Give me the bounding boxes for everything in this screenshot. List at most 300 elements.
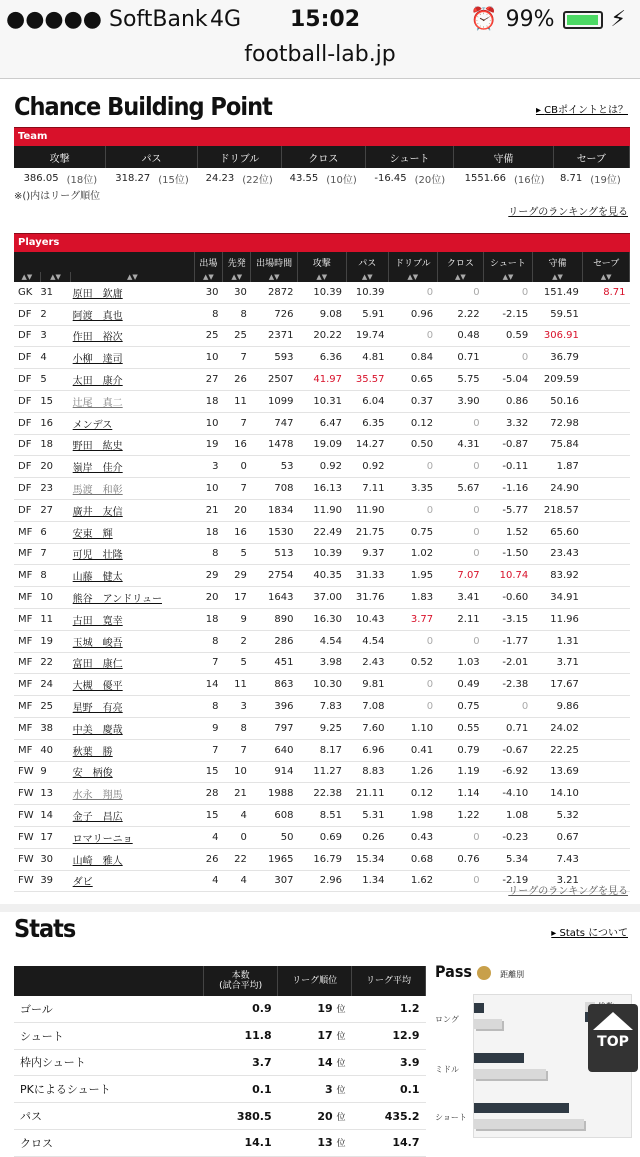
player-name[interactable]: 安 柄俊 [72, 768, 113, 780]
stats-row [14, 1103, 426, 1130]
player-stat: 72.98 [532, 412, 583, 434]
player-name-link[interactable] [71, 783, 195, 805]
player-stat: 1643 [251, 587, 298, 609]
player-stat: 7.83 [297, 696, 346, 718]
player-stat: 0 [437, 282, 484, 303]
player-name[interactable]: 山藤 健太 [72, 572, 123, 584]
player-name-link[interactable] [71, 456, 195, 478]
player-stat: 708 [251, 478, 298, 500]
player-stat: 0 [389, 696, 438, 718]
player-stat: 9.81 [346, 674, 389, 696]
player-stat: 7 [223, 412, 251, 434]
player-stat: 1.62 [389, 870, 438, 892]
player-name-link[interactable] [71, 303, 195, 325]
player-stat [583, 696, 630, 718]
player-stat: 10.39 [346, 282, 389, 303]
player-row [14, 717, 630, 739]
player-number: 8 [40, 565, 70, 587]
player-stat: 10 [194, 347, 222, 369]
player-stat: 5.32 [532, 805, 583, 827]
cb-help-link[interactable]: ▸ CBポイントとは？ [535, 105, 628, 116]
player-name[interactable]: 富田 康仁 [72, 659, 123, 671]
player-stat: 10 [194, 478, 222, 500]
player-stat: 22.38 [297, 783, 346, 805]
player-stat: 0 [389, 282, 438, 303]
player-stat: 9.25 [297, 717, 346, 739]
player-name-link[interactable] [71, 739, 195, 761]
player-stat: -5.04 [484, 369, 533, 391]
stats-average: 12.9 [352, 1022, 426, 1049]
team-bar: Team [14, 127, 630, 146]
stats-row [14, 1049, 426, 1076]
player-name[interactable]: 安東 輝 [72, 528, 113, 540]
player-row [14, 783, 630, 805]
player-number: 25 [40, 696, 70, 718]
player-stat: 0.67 [532, 826, 583, 848]
player-stat: 9.37 [346, 543, 389, 565]
player-stat [583, 499, 630, 521]
player-stat: -1.50 [484, 543, 533, 565]
player-name[interactable]: 作田 裕次 [72, 332, 123, 344]
cb-title: Chance Building Point [14, 92, 272, 121]
player-name-link[interactable] [71, 761, 195, 783]
player-stat [583, 412, 630, 434]
team-header: ドリブル [197, 146, 281, 168]
player-stat: 6.04 [346, 390, 389, 412]
sort-icon[interactable]: ▲▼ [194, 272, 222, 282]
player-row [14, 587, 630, 609]
stats-title: Stats [14, 914, 76, 943]
player-name[interactable]: 水永 翔馬 [72, 790, 123, 802]
player-stat: 10 [194, 412, 222, 434]
player-name-link[interactable] [71, 805, 195, 827]
player-name-link[interactable] [71, 717, 195, 739]
player-row [14, 412, 630, 434]
player-stat: 1.02 [389, 543, 438, 565]
player-position: DF [14, 499, 40, 521]
player-stat: 4.31 [437, 434, 484, 456]
player-row [14, 848, 630, 870]
player-name[interactable]: 辻尾 真二 [72, 397, 123, 409]
player-position: DF [14, 478, 40, 500]
sort-icon[interactable]: ▲▼ [297, 272, 346, 282]
player-name[interactable]: 星野 有亮 [72, 703, 123, 715]
player-stat: -1.77 [484, 630, 533, 652]
stats-value: 14.1 [204, 1129, 278, 1156]
stats-value: 3.7 [204, 1049, 278, 1076]
player-stat: 11.90 [346, 499, 389, 521]
stats-label: クロス [14, 1129, 204, 1156]
section-divider [0, 904, 640, 912]
player-position: FW [14, 848, 40, 870]
player-name[interactable]: 古田 寛幸 [72, 615, 123, 627]
player-position: FW [14, 805, 40, 827]
player-stat: 0.52 [389, 652, 438, 674]
player-stat: 4 [194, 870, 222, 892]
player-name-link[interactable] [71, 282, 195, 303]
player-stat [583, 347, 630, 369]
player-stat: 1.26 [389, 761, 438, 783]
sort-name-icon[interactable]: ▲▼ [71, 272, 195, 282]
stats-average: 0.1 [352, 1076, 426, 1103]
player-stat: 6.96 [346, 739, 389, 761]
player-stat: -2.19 [484, 870, 533, 892]
player-stat: -0.67 [484, 739, 533, 761]
league-ranking-link-2[interactable]: リーグのランキングを見る [508, 886, 628, 897]
player-position: FW [14, 870, 40, 892]
player-name[interactable]: 玉城 峻吾 [72, 637, 123, 649]
player-stat: 0.92 [297, 456, 346, 478]
player-name-link[interactable] [71, 369, 195, 391]
sort-icon[interactable]: ▲▼ [223, 272, 251, 282]
player-name[interactable]: 金子 昌広 [72, 812, 123, 824]
player-header: セーブ [583, 252, 630, 272]
player-stat: 2.43 [346, 652, 389, 674]
player-stat: 31.33 [346, 565, 389, 587]
player-stat: 608 [251, 805, 298, 827]
player-name-link[interactable] [71, 412, 195, 434]
player-name[interactable]: 太田 康介 [72, 376, 123, 388]
player-stat: 3.71 [532, 652, 583, 674]
player-stat: 4 [223, 870, 251, 892]
player-position: DF [14, 369, 40, 391]
stats-section [14, 966, 426, 1157]
player-stat: 16.13 [297, 478, 346, 500]
players-head-blank [14, 252, 194, 272]
sort-pos-icon[interactable]: ▲▼ [14, 272, 40, 282]
player-stat: 0.71 [484, 717, 533, 739]
player-stat: -1.16 [484, 478, 533, 500]
player-row [14, 761, 630, 783]
player-name[interactable]: ロマリーニョ [72, 833, 133, 845]
player-stat: 0.59 [484, 325, 533, 347]
player-stat: 3.98 [297, 652, 346, 674]
url-bar[interactable]: football-lab.jp [0, 40, 640, 79]
player-name-link[interactable] [71, 587, 195, 609]
player-name-link[interactable] [71, 608, 195, 630]
stats-label: ゴール [14, 996, 204, 1022]
player-name[interactable]: 野田 紘史 [72, 441, 123, 453]
player-stat: 19 [194, 434, 222, 456]
player-position: MF [14, 652, 40, 674]
player-stat: 0.26 [346, 826, 389, 848]
player-stat: 17.67 [532, 674, 583, 696]
team-value: 386.05 [23, 172, 59, 184]
player-stat: 2507 [251, 369, 298, 391]
player-row [14, 826, 630, 848]
player-stat: 31.76 [346, 587, 389, 609]
player-stat: 21 [223, 783, 251, 805]
stats-value: 0.1 [204, 1076, 278, 1103]
pass-bar-long-total [474, 1019, 502, 1029]
player-stat: 10.74 [484, 565, 533, 587]
player-stat: 10.30 [297, 674, 346, 696]
player-stat: 7.43 [532, 848, 583, 870]
player-name[interactable]: 大槻 優平 [72, 681, 123, 693]
player-name-link[interactable] [71, 630, 195, 652]
player-stat: 0.37 [389, 390, 438, 412]
team-value: 43.55 [289, 172, 319, 184]
player-number: 40 [40, 739, 70, 761]
player-name-link[interactable] [71, 478, 195, 500]
league-ranking-link[interactable]: リーグのランキングを見る [508, 207, 628, 218]
stats-rank-suffix: 位 [336, 1139, 346, 1150]
player-stat: 0.71 [437, 347, 484, 369]
clock: 15:02 [290, 7, 361, 32]
player-name[interactable]: 秋葉 勝 [72, 746, 113, 758]
alarm-icon: ⏰ [470, 7, 498, 32]
player-name-link[interactable] [71, 390, 195, 412]
player-stat [583, 739, 630, 761]
player-stat: 0.50 [389, 434, 438, 456]
player-stat: 15 [194, 805, 222, 827]
player-name-link[interactable] [71, 696, 195, 718]
player-number: 5 [40, 369, 70, 391]
pass-bar-middle-total [474, 1069, 546, 1079]
player-stat: 0 [437, 521, 484, 543]
player-number: 9 [40, 761, 70, 783]
player-stat: 1988 [251, 783, 298, 805]
player-name[interactable]: 熊谷 アンドリュー [72, 594, 162, 606]
player-name[interactable]: 廣井 友信 [72, 506, 123, 518]
player-name-link[interactable] [71, 521, 195, 543]
player-stat: 0 [437, 499, 484, 521]
player-name-link[interactable] [71, 826, 195, 848]
player-number: 10 [40, 587, 70, 609]
player-stat [583, 369, 630, 391]
pass-bar-short-team [474, 1103, 569, 1113]
player-number: 30 [40, 848, 70, 870]
player-stat [583, 565, 630, 587]
player-row [14, 478, 630, 500]
stats-rank-number: 17 [317, 1029, 333, 1043]
player-name[interactable]: ダビ [72, 877, 93, 889]
player-stat: 7 [223, 739, 251, 761]
team-value: 24.23 [205, 172, 235, 184]
player-stat [583, 478, 630, 500]
player-stat: 9.08 [297, 303, 346, 325]
player-stat [583, 587, 630, 609]
player-row [14, 739, 630, 761]
player-row [14, 565, 630, 587]
player-row [14, 696, 630, 718]
stats-rank-suffix: 位 [336, 1085, 346, 1096]
player-stat [583, 783, 630, 805]
pass-bar-short-total [474, 1119, 584, 1129]
player-stat: 13.69 [532, 761, 583, 783]
player-number: 3 [40, 325, 70, 347]
player-name-link[interactable] [71, 870, 195, 892]
player-stat: 27 [194, 369, 222, 391]
player-stat [583, 652, 630, 674]
player-stat: 25 [194, 325, 222, 347]
player-number: 20 [40, 456, 70, 478]
player-stat: 25 [223, 325, 251, 347]
player-stat: 26 [223, 369, 251, 391]
player-position: FW [14, 761, 40, 783]
player-row [14, 325, 630, 347]
player-stat: 747 [251, 412, 298, 434]
stats-rank-suffix: 位 [336, 1005, 346, 1016]
stats-row [14, 996, 426, 1022]
player-stat: 8 [223, 303, 251, 325]
sort-icon[interactable]: ▲▼ [251, 272, 298, 282]
team-header: クロス [281, 146, 365, 168]
rank-note: ※()内はリーグ順位 [14, 191, 101, 202]
player-name-link[interactable] [71, 652, 195, 674]
stats-header: リーグ順位 [278, 966, 352, 996]
player-stat: 0 [437, 870, 484, 892]
player-stat: 7 [194, 739, 222, 761]
stats-rank-number: 14 [317, 1055, 333, 1069]
player-stat: 0 [484, 282, 533, 303]
player-position: GK [14, 282, 40, 303]
player-name[interactable]: 山崎 雅人 [72, 855, 123, 867]
scroll-top-button[interactable] [588, 1004, 638, 1072]
team-value: 318.27 [115, 172, 151, 184]
player-row [14, 434, 630, 456]
team-rank: (19位) [590, 174, 621, 186]
sort-icon[interactable]: ▲▼ [437, 272, 484, 282]
player-stat: 16.79 [297, 848, 346, 870]
player-stat: 451 [251, 652, 298, 674]
player-row [14, 499, 630, 521]
player-row [14, 369, 630, 391]
player-stat: 11.27 [297, 761, 346, 783]
team-rank: (16位) [514, 174, 545, 186]
player-stat: -0.23 [484, 826, 533, 848]
player-name[interactable]: メンデス [72, 419, 113, 431]
player-row [14, 282, 630, 303]
sort-icon[interactable]: ▲▼ [389, 272, 438, 282]
sort-icon[interactable]: ▲▼ [532, 272, 583, 282]
player-position: DF [14, 390, 40, 412]
player-name[interactable]: 小柳 達司 [72, 354, 123, 366]
pass-title: Pass [435, 962, 472, 981]
sort-icon[interactable]: ▲▼ [484, 272, 533, 282]
player-stat: 1.95 [389, 565, 438, 587]
player-name[interactable]: 原田 欽庸 [72, 288, 123, 300]
player-stat: 1478 [251, 434, 298, 456]
team-header: シュート [365, 146, 453, 168]
player-stat: 0 [437, 412, 484, 434]
sort-icon[interactable]: ▲▼ [346, 272, 389, 282]
player-stat: 0 [437, 456, 484, 478]
stats-label: パス [14, 1103, 204, 1130]
player-name-link[interactable] [71, 325, 195, 347]
player-stat [583, 456, 630, 478]
player-stat: 0 [484, 696, 533, 718]
player-header: ドリブル [389, 252, 438, 272]
player-stat: 0.12 [389, 412, 438, 434]
player-stat: 151.49 [532, 282, 583, 303]
player-name[interactable]: 嶺岸 佳介 [72, 463, 123, 475]
pass-label-short: ショート [435, 1113, 467, 1122]
stats-average: 435.2 [352, 1103, 426, 1130]
player-name-link[interactable] [71, 499, 195, 521]
player-header: パス [346, 252, 389, 272]
player-name[interactable]: 馬渡 和彰 [72, 485, 123, 497]
player-stat: 16 [223, 521, 251, 543]
stats-rank-suffix: 位 [336, 1112, 346, 1123]
player-position: MF [14, 674, 40, 696]
player-stat: 3.41 [437, 587, 484, 609]
player-number: 22 [40, 652, 70, 674]
player-stat: 1.10 [389, 717, 438, 739]
player-stat: 7.11 [346, 478, 389, 500]
player-stat: 6.35 [346, 412, 389, 434]
player-row [14, 608, 630, 630]
player-stat: 17 [223, 587, 251, 609]
player-stat: 6.36 [297, 347, 346, 369]
player-stat: 65.60 [532, 521, 583, 543]
player-name-link[interactable] [71, 347, 195, 369]
team-table [14, 146, 630, 188]
player-position: MF [14, 565, 40, 587]
player-name-link[interactable] [71, 543, 195, 565]
player-name-link[interactable] [71, 434, 195, 456]
player-stat: 8.51 [297, 805, 346, 827]
player-name[interactable]: 可児 壮隆 [72, 550, 123, 562]
stats-rank-number: 19 [317, 1002, 333, 1016]
player-stat [583, 674, 630, 696]
player-stat: 29 [194, 565, 222, 587]
player-stat: 4 [223, 805, 251, 827]
team-header: パス [106, 146, 198, 168]
player-stat: 10.39 [297, 543, 346, 565]
player-row [14, 303, 630, 325]
battery-icon [563, 11, 603, 29]
player-stat: 10.39 [297, 282, 346, 303]
sort-num-icon[interactable]: ▲▼ [40, 272, 70, 282]
sort-icon[interactable]: ▲▼ [583, 272, 630, 282]
player-stat: 0 [437, 543, 484, 565]
stats-help-link[interactable]: ▸ Stats について [551, 928, 628, 939]
player-stat: 5 [223, 543, 251, 565]
player-name-link[interactable] [71, 674, 195, 696]
stats-average: 3.9 [352, 1049, 426, 1076]
player-stat [583, 761, 630, 783]
player-stat: 20.22 [297, 325, 346, 347]
player-name[interactable]: 中美 慶哉 [72, 724, 123, 736]
player-stat: 23.43 [532, 543, 583, 565]
player-name-link[interactable] [71, 848, 195, 870]
player-stat: -6.92 [484, 761, 533, 783]
stats-rank-suffix: 位 [336, 1032, 346, 1043]
player-stat: 1.08 [484, 805, 533, 827]
player-position: FW [14, 783, 40, 805]
player-stat: 50.16 [532, 390, 583, 412]
player-stat: 22.25 [532, 739, 583, 761]
player-stat: 863 [251, 674, 298, 696]
player-name-link[interactable] [71, 565, 195, 587]
player-stat: 26 [194, 848, 222, 870]
player-stat [583, 521, 630, 543]
player-row [14, 347, 630, 369]
player-stat: 0.76 [437, 848, 484, 870]
player-stat: 15 [194, 761, 222, 783]
player-stat: 1.34 [346, 870, 389, 892]
player-name[interactable]: 阿渡 真也 [72, 310, 123, 322]
player-stat: 75.84 [532, 434, 583, 456]
stats-head-blank [14, 966, 204, 996]
player-stat: 24.02 [532, 717, 583, 739]
player-number: 23 [40, 478, 70, 500]
player-stat: 2872 [251, 282, 298, 303]
player-number: 7 [40, 543, 70, 565]
player-stat: 30 [223, 282, 251, 303]
player-stat: 21.75 [346, 521, 389, 543]
